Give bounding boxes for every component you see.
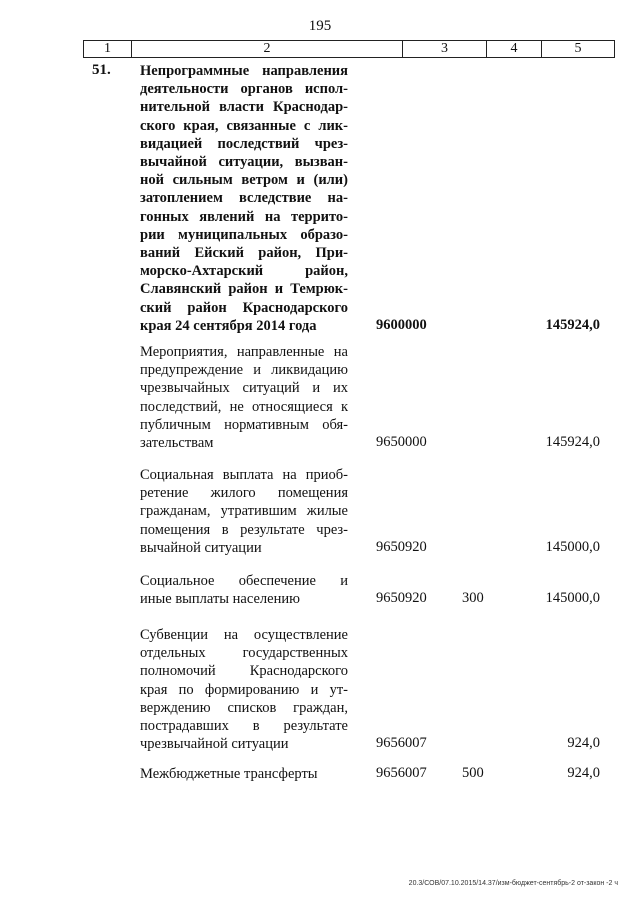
description-line: ского края, связанные с лик- xyxy=(140,117,348,134)
row-code: 9650000 xyxy=(376,434,427,450)
column-header-5: 5 xyxy=(574,41,582,56)
row-description xyxy=(140,343,348,452)
row-amount: 145924,0 xyxy=(545,434,600,450)
row-expense-type: 500 xyxy=(462,765,484,781)
row-amount: 145924,0 xyxy=(545,316,600,333)
page-number: 195 xyxy=(308,18,332,34)
row-code: 9656007 xyxy=(376,765,427,781)
row-amount: 145000,0 xyxy=(545,590,600,607)
row-amount: 924,0 xyxy=(567,765,600,781)
description-line: нительной власти Краснодар- xyxy=(140,99,348,116)
description-line: чрезвычайной ситуации xyxy=(140,736,289,753)
description-line: отдельных государственных xyxy=(140,645,348,662)
row-description xyxy=(140,62,348,335)
description-line: рии муниципальных образо- xyxy=(140,226,348,243)
row-code: 9650920 xyxy=(376,538,427,555)
column-header-row xyxy=(83,40,615,58)
description-line: публичным нормативным обя- xyxy=(140,416,348,433)
description-line: гражданам, утратившим жилые xyxy=(140,503,348,520)
description-line: видацией последствий чрез- xyxy=(140,135,348,152)
description-line: чрезвычайных ситуаций и их xyxy=(140,380,348,397)
description-line: пострадавших в результате xyxy=(140,718,348,735)
description-line: Межбюджетные трансферты xyxy=(140,766,318,782)
description-line: деятельности органов испол- xyxy=(140,81,348,98)
description-line: последствий, не относящиеся к xyxy=(140,398,348,415)
row-description xyxy=(140,765,348,783)
row-description xyxy=(140,572,348,608)
description-line: морско-Ахтарский район, xyxy=(140,263,348,280)
description-line: ретение жилого помещения xyxy=(140,485,348,502)
description-line: Мероприятия, направленные на xyxy=(140,344,348,360)
description-line: зательствам xyxy=(140,435,214,452)
row-expense-type: 300 xyxy=(462,590,484,607)
row-description xyxy=(140,626,348,753)
description-line: помещения в результате чрез- xyxy=(140,521,348,538)
description-line: Социальное обеспечение и xyxy=(140,573,348,589)
column-header-1: 1 xyxy=(84,41,132,57)
description-line: края 24 сентября 2014 года xyxy=(140,317,317,334)
document-footer: 20.3/СОВ/07.10.2015/14.37/изм-бюджет-сентябрь-2 от-закон -2 ч xyxy=(408,880,618,887)
row-code: 9650920 xyxy=(376,590,427,607)
description-line: вычайной ситуации, вызван- xyxy=(140,154,348,171)
description-line: Субвенции на осуществление xyxy=(140,627,348,643)
description-line: вычайной ситуации xyxy=(140,539,262,556)
description-line: полномочий Краснодарского xyxy=(140,663,348,680)
description-line: Социальная выплата на приоб- xyxy=(140,467,348,483)
description-line: ский район Краснодарского xyxy=(140,299,348,316)
row-amount: 145000,0 xyxy=(545,538,600,555)
row-code: 9600000 xyxy=(376,316,427,333)
description-line: ной сильным ветром и (или) xyxy=(140,172,348,189)
description-line: гонных явлений на террито- xyxy=(140,208,348,225)
description-line: Славянский район и Темрюк- xyxy=(140,281,348,298)
row-number: 51. xyxy=(92,62,111,78)
row-description xyxy=(140,466,348,557)
column-header-4: 4 xyxy=(487,41,542,57)
description-line: Непрограммные направления xyxy=(140,63,348,79)
description-line: затоплением вследствие на- xyxy=(140,190,348,207)
description-line: края по формированию и ут- xyxy=(140,681,348,698)
description-line: верждению списков граждан, xyxy=(140,699,348,716)
description-line: предупреждение и ликвидацию xyxy=(140,362,348,379)
column-header-3: 3 xyxy=(403,41,487,57)
row-amount: 924,0 xyxy=(567,735,600,752)
row-code: 9656007 xyxy=(376,735,427,752)
column-header-2: 2 xyxy=(132,41,403,57)
description-line: ваний Ейский район, При- xyxy=(140,245,348,262)
description-line: иные выплаты населению xyxy=(140,591,300,608)
